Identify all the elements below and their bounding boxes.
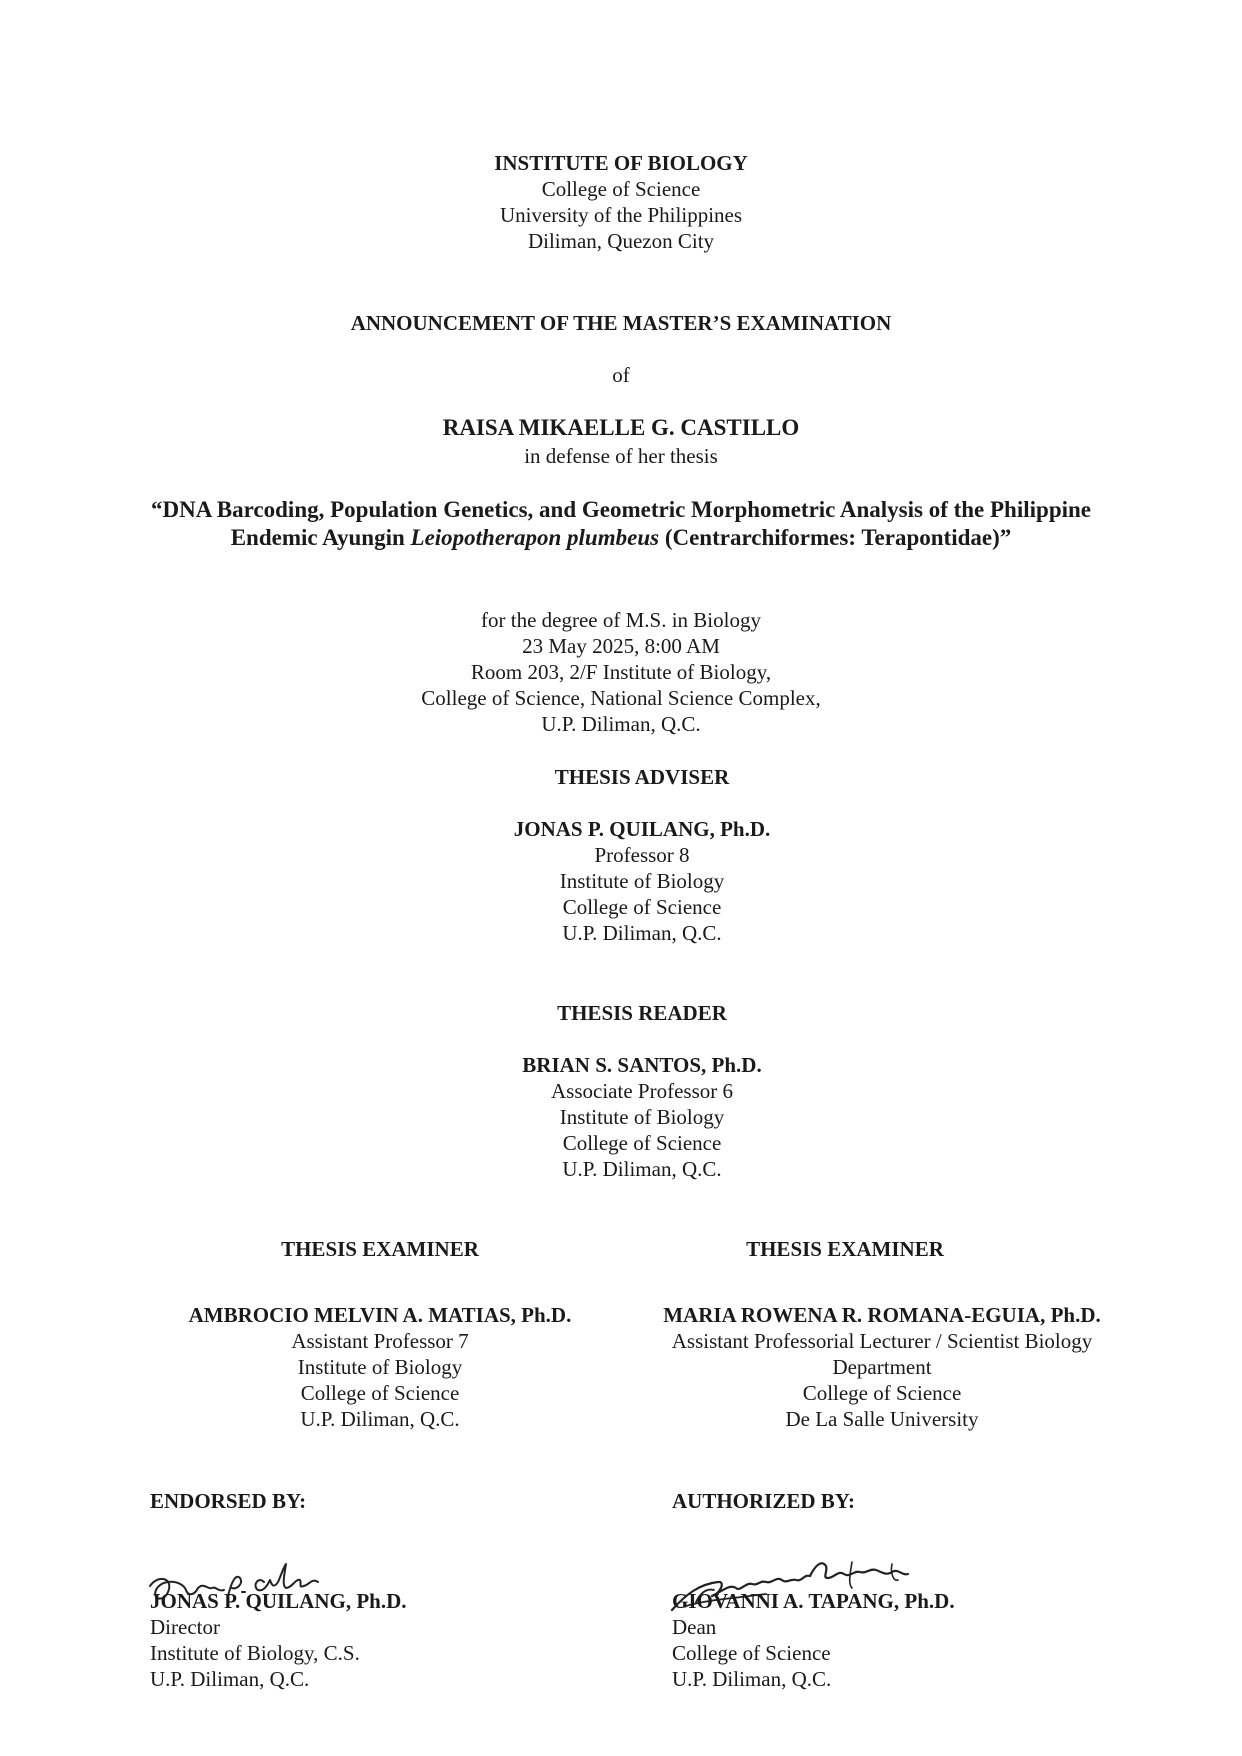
adviser-institute: Institute of Biology (559, 869, 725, 893)
authorized-campus: U.P. Diliman, Q.C. (672, 1667, 832, 1691)
examiner-left-role: THESIS EXAMINER (281, 1237, 479, 1261)
endorsed-name: JONAS P. QUILANG, Ph.D. (150, 1589, 407, 1613)
thesis-title-species: Leiopotherapon plumbeus (410, 525, 660, 550)
campus-line: U.P. Diliman, Q.C. (541, 712, 701, 736)
examiner-left-institute: Institute of Biology (297, 1355, 463, 1379)
university-name: University of the Philippines (499, 203, 743, 227)
candidate-name: RAISA MIKAELLE G. CASTILLO (442, 415, 800, 440)
thesis-title-part1: “DNA Barcoding, Population Genetics, and Geometric Morphometric Analysis of the Philippine Endemic Ayungin (150, 497, 1091, 550)
thesis-title (140, 496, 1102, 552)
announcement-of: of (612, 363, 630, 387)
authorized-label: AUTHORIZED BY: (672, 1489, 856, 1513)
examiner-right-department: Department (832, 1355, 932, 1379)
thesis-title-part2: (Centrarchiformes: Terapontidae)” (659, 525, 1012, 550)
examiner-left-college: College of Science (300, 1381, 460, 1405)
university-location: Diliman, Quezon City (527, 229, 715, 253)
authorized-college: College of Science (672, 1641, 831, 1665)
examiner-left-position: Assistant Professor 7 (291, 1329, 469, 1353)
announcement-heading: ANNOUNCEMENT OF THE MASTER’S EXAMINATION (350, 311, 892, 335)
reader-college: College of Science (562, 1131, 722, 1155)
adviser-college: College of Science (562, 895, 722, 919)
reader-campus: U.P. Diliman, Q.C. (562, 1157, 722, 1181)
examiner-right-university: De La Salle University (785, 1407, 979, 1431)
adviser-name: JONAS P. QUILANG, Ph.D. (513, 817, 771, 841)
complex-line: College of Science, National Science Complex, (421, 686, 821, 710)
examiner-right-name: MARIA ROWENA R. ROMANA-EGUIA, Ph.D. (663, 1303, 1101, 1327)
room-line: Room 203, 2/F Institute of Biology, (470, 660, 772, 684)
endorsed-position: Director (150, 1615, 220, 1639)
reader-role: THESIS READER (557, 1001, 727, 1025)
datetime-line: 23 May 2025, 8:00 AM (522, 634, 720, 658)
authorized-name: GIOVANNI A. TAPANG, Ph.D. (672, 1589, 955, 1613)
endorsed-campus: U.P. Diliman, Q.C. (150, 1667, 310, 1691)
endorsed-institute: Institute of Biology, C.S. (150, 1641, 360, 1665)
endorsed-label: ENDORSED BY: (150, 1489, 307, 1513)
examiner-left-campus: U.P. Diliman, Q.C. (300, 1407, 460, 1431)
adviser-role: THESIS ADVISER (554, 765, 730, 789)
reader-name: BRIAN S. SANTOS, Ph.D. (522, 1053, 762, 1077)
reader-position: Associate Professor 6 (551, 1079, 733, 1103)
college-name: College of Science (541, 177, 701, 201)
examiner-right-college: College of Science (802, 1381, 962, 1405)
adviser-position: Professor 8 (594, 843, 690, 867)
defense-line: in defense of her thesis (524, 444, 718, 468)
reader-institute: Institute of Biology (559, 1105, 725, 1129)
examiner-right-position: Assistant Professorial Lecturer / Scientist Biology (671, 1329, 1093, 1353)
institute-name: INSTITUTE OF BIOLOGY (494, 151, 748, 175)
adviser-campus: U.P. Diliman, Q.C. (562, 921, 722, 945)
examiner-left-name: AMBROCIO MELVIN A. MATIAS, Ph.D. (188, 1303, 572, 1327)
authorized-position: Dean (672, 1615, 717, 1639)
degree-line: for the degree of M.S. in Biology (481, 608, 761, 632)
examiner-right-role: THESIS EXAMINER (746, 1237, 944, 1261)
